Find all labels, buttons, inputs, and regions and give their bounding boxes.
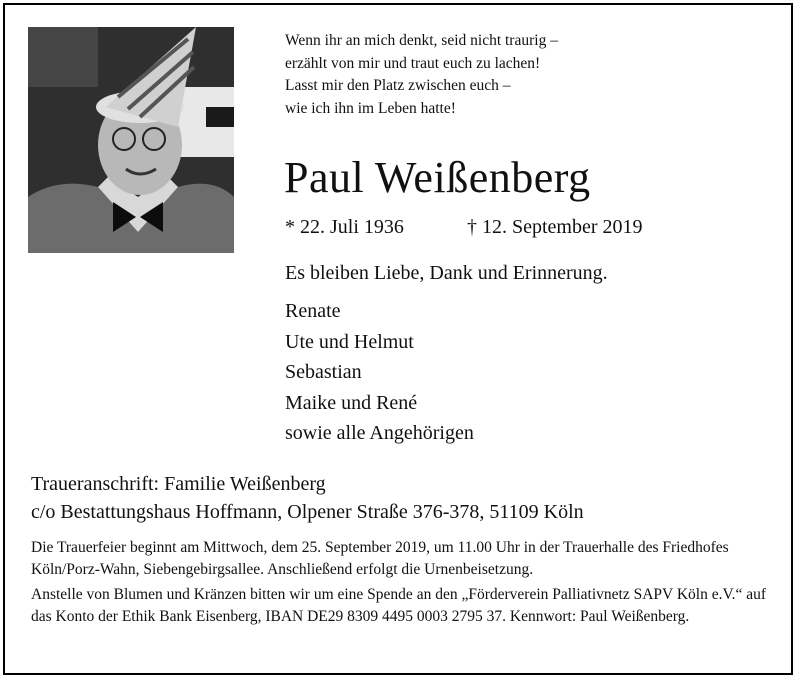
death-date: † 12. September 2019 <box>467 216 643 238</box>
donation-note: Anstelle von Blumen und Kränzen bitten wir um eine Spende an den „Förderverein Palliativnetz SAPV Köln e.V.“ auf das Konto der Ethik Bank Eisenberg, IBAN DE29 8309 4495 0003 2795 37. Kennwort: Paul Weißenberg. <box>31 586 767 625</box>
mourning-address <box>31 470 584 526</box>
mourner: Sebastian <box>285 361 362 383</box>
mourner: Renate <box>285 300 341 322</box>
ceremony-note: Die Trauerfeier beginnt am Mittwoch, dem 25. September 2019, um 11.00 Uhr in der Trauerhalle des Friedhofes Köln/Porz-Wahn, Siebengebirgsallee. Anschließend erfolgt die Urnenbeisetzung. <box>31 539 729 578</box>
mourner: Maike und René <box>285 391 418 414</box>
poem <box>285 30 558 120</box>
mourners-list <box>285 296 474 449</box>
poem-line: Wenn ihr an mich denkt, seid nicht traurig – <box>285 32 558 49</box>
portrait-photo <box>28 27 234 253</box>
motto: Es bleiben Liebe, Dank und Erinnerung. <box>285 262 608 284</box>
address-line: Traueranschrift: Familie Weißenberg <box>31 473 326 495</box>
poem-line: erzählt von mir und traut euch zu lachen! <box>285 54 541 72</box>
address-line: c/o Bestattungshaus Hoffmann, Olpener Straße 376-378, 51109 Köln <box>31 501 584 523</box>
poem-line: wie ich ihn im Leben hatte! <box>285 99 456 117</box>
mourner: sowie alle Angehörigen <box>285 422 474 444</box>
mourner: Ute und Helmut <box>285 330 414 353</box>
poem-line: Lasst mir den Platz zwischen euch – <box>285 77 511 94</box>
birth-date: * 22. Juli 1936 <box>285 216 404 238</box>
notes <box>31 537 776 628</box>
portrait-image <box>28 27 234 253</box>
deceased-name: Paul Weißenberg <box>284 153 591 202</box>
